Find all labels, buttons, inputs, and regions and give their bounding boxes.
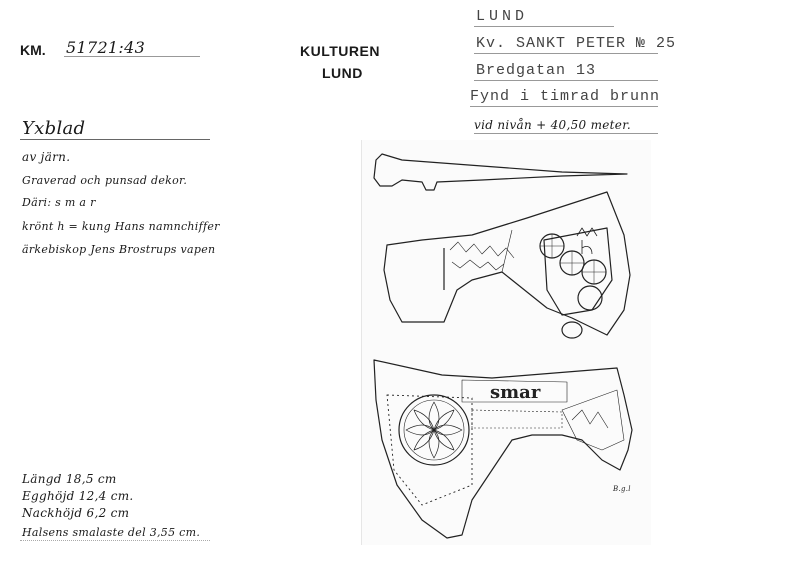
- find-level-rule: [474, 133, 658, 134]
- stamp-street: Bredgatan 13: [476, 62, 597, 79]
- measurement-length: Längd 18,5 cm: [22, 472, 117, 486]
- description-note: Graverad och punsad dekor.: [22, 174, 188, 187]
- axe-view-upper: [384, 192, 630, 335]
- stamp-city: LUND: [476, 8, 529, 25]
- object-material: av järn.: [22, 150, 71, 164]
- stamp-find-rule: [470, 106, 658, 107]
- artist-mark: B.g.l: [613, 485, 631, 493]
- description-note: ärkebiskop Jens Brostrups vapen: [22, 243, 216, 256]
- axe-illustration-photo: [361, 140, 651, 545]
- description-note: krönt h = kung Hans namnchiffer: [22, 220, 220, 233]
- title-underline: [20, 139, 210, 140]
- blade-inscription: smar: [490, 382, 541, 403]
- description-note: Däri: s m a r: [22, 196, 96, 209]
- catalog-label: KM.: [20, 42, 46, 58]
- object-title: Yxblad: [22, 118, 86, 139]
- museum-name: KULTUREN: [300, 43, 380, 59]
- rosette: [578, 286, 602, 310]
- museum-city: LUND: [322, 65, 363, 81]
- axe-drawing: [362, 140, 651, 545]
- measurement-neck-width: Halsens smalaste del 3,55 cm.: [22, 526, 201, 539]
- catalog-number-underline: [64, 56, 200, 57]
- stamp-find: Fynd i timrad brunn: [470, 88, 661, 105]
- stamp-street-rule: [474, 80, 658, 81]
- stamp-block-rule: [474, 53, 658, 54]
- axe-top-view: [374, 154, 627, 190]
- catalog-number: 51721:43: [66, 38, 146, 57]
- stamp-city-rule: [474, 26, 614, 27]
- measurements-rule: [20, 540, 210, 541]
- measurement-neck-height: Nackhöjd 6,2 cm: [22, 506, 130, 520]
- measurement-edge-height: Egghöjd 12,4 cm.: [22, 489, 134, 503]
- stamp-block: Kv. SANKT PETER № 25: [476, 35, 677, 52]
- find-level-note: vid nivån + 40,50 meter.: [474, 118, 632, 132]
